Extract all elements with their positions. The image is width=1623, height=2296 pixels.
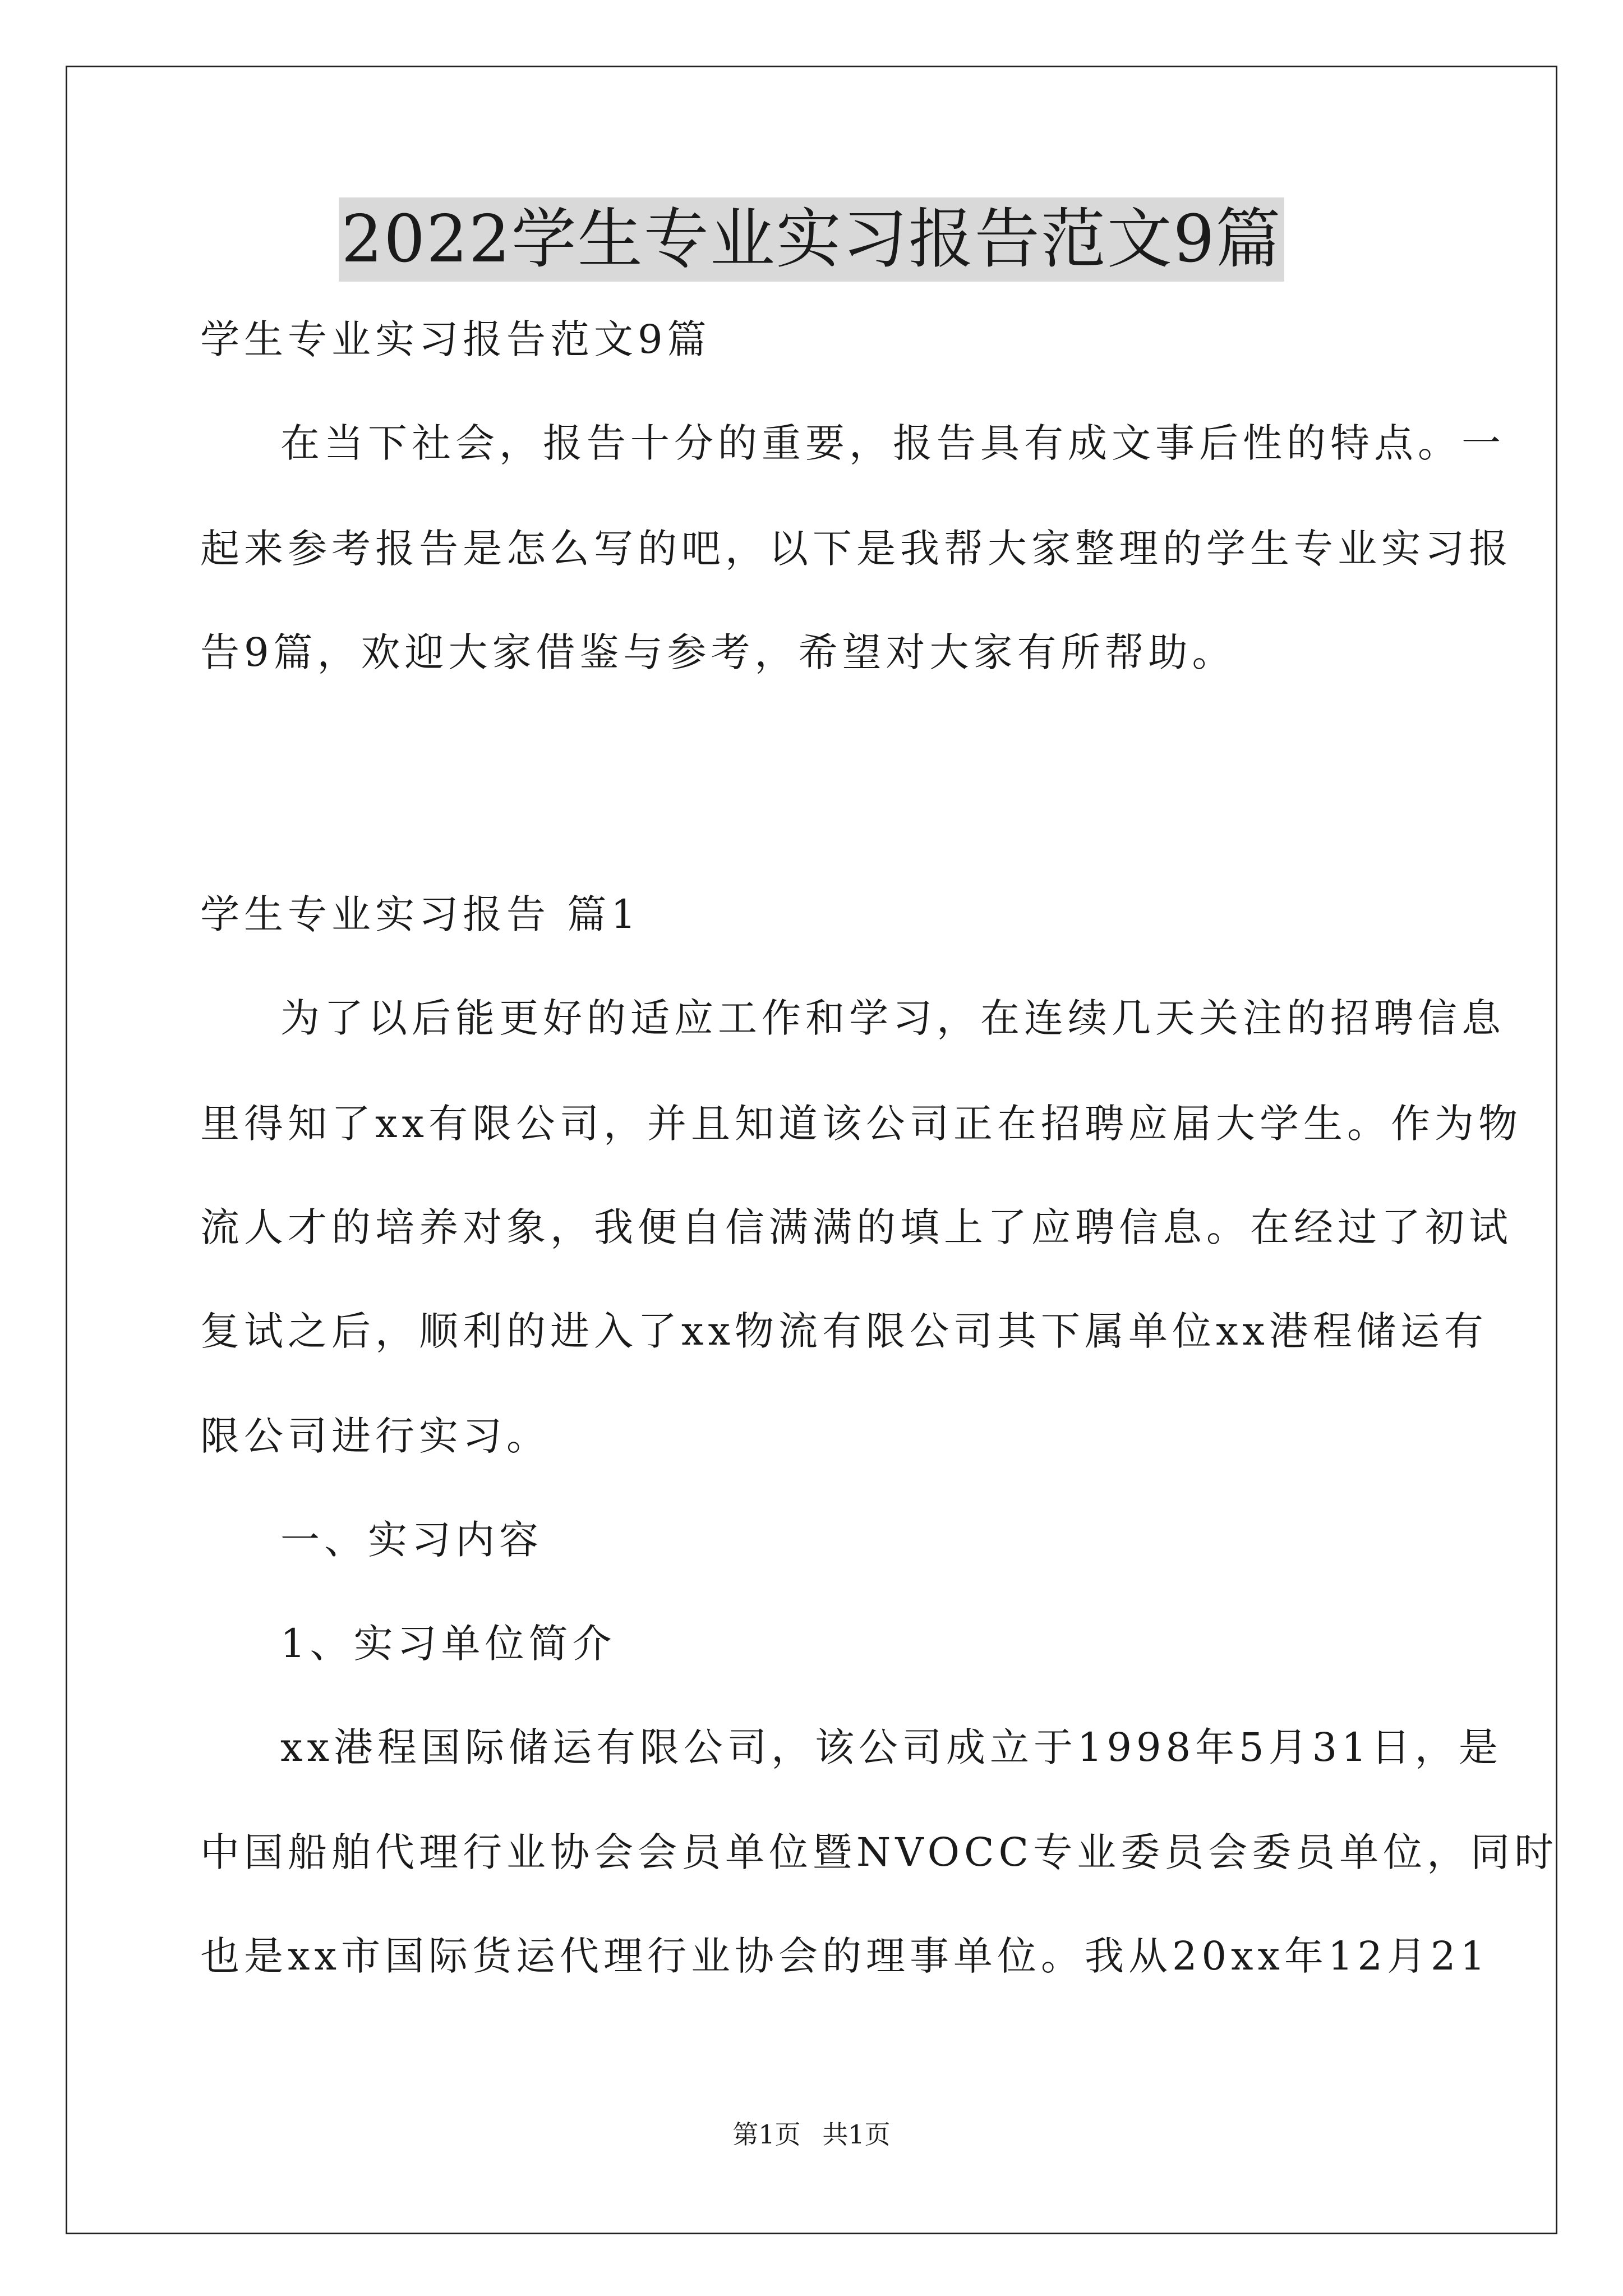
body-line-1: 为了以后能更好的适应工作和学习，在连续几天关注的招聘信息 (280, 995, 1505, 1041)
body-line-4: 复试之后，顺利的进入了xx物流有限公司其下属单位xx港程储运有 (200, 1308, 1488, 1354)
subheading-content: 一、实习内容 (280, 1517, 543, 1563)
intro-line-3: 告9篇，欢迎大家借鉴与参考，希望对大家有所帮助。 (200, 629, 1236, 675)
company-line-1: xx港程国际储运有限公司，该公司成立于1998年5月31日，是 (280, 1724, 1502, 1770)
company-line-3: 也是xx市国际货运代理行业协会的理事单位。我从20xx年12月21 (200, 1933, 1490, 1979)
intro-line-1: 在当下社会，报告十分的重要，报告具有成文事后性的特点。一 (280, 420, 1505, 466)
body-line-3: 流人才的培养对象，我便自信满满的填上了应聘信息。在经过了初试 (200, 1204, 1513, 1250)
page-footer (0, 2118, 1623, 2151)
document-title: 2022学生专业实习报告范文9篇 (339, 197, 1284, 282)
section-heading-1: 学生专业实习报告 篇1 (200, 891, 640, 937)
title-container (0, 197, 1623, 282)
subtitle-line: 学生专业实习报告范文9篇 (200, 316, 711, 362)
intro-line-2: 起来参考报告是怎么写的吧，以下是我帮大家整理的学生专业实习报 (200, 526, 1513, 572)
subheading-intro: 1、实习单位简介 (280, 1621, 616, 1667)
body-line-2: 里得知了xx有限公司，并且知道该公司正在招聘应届大学生。作为物 (200, 1101, 1522, 1147)
page-total: 共1页 (822, 2119, 891, 2150)
page-number: 第1页 (732, 2119, 801, 2150)
company-line-2: 中国船舶代理行业协会会员单位暨NVOCC专业委员会委员单位，同时 (200, 1829, 1559, 1875)
body-line-5: 限公司进行实习。 (200, 1413, 550, 1459)
